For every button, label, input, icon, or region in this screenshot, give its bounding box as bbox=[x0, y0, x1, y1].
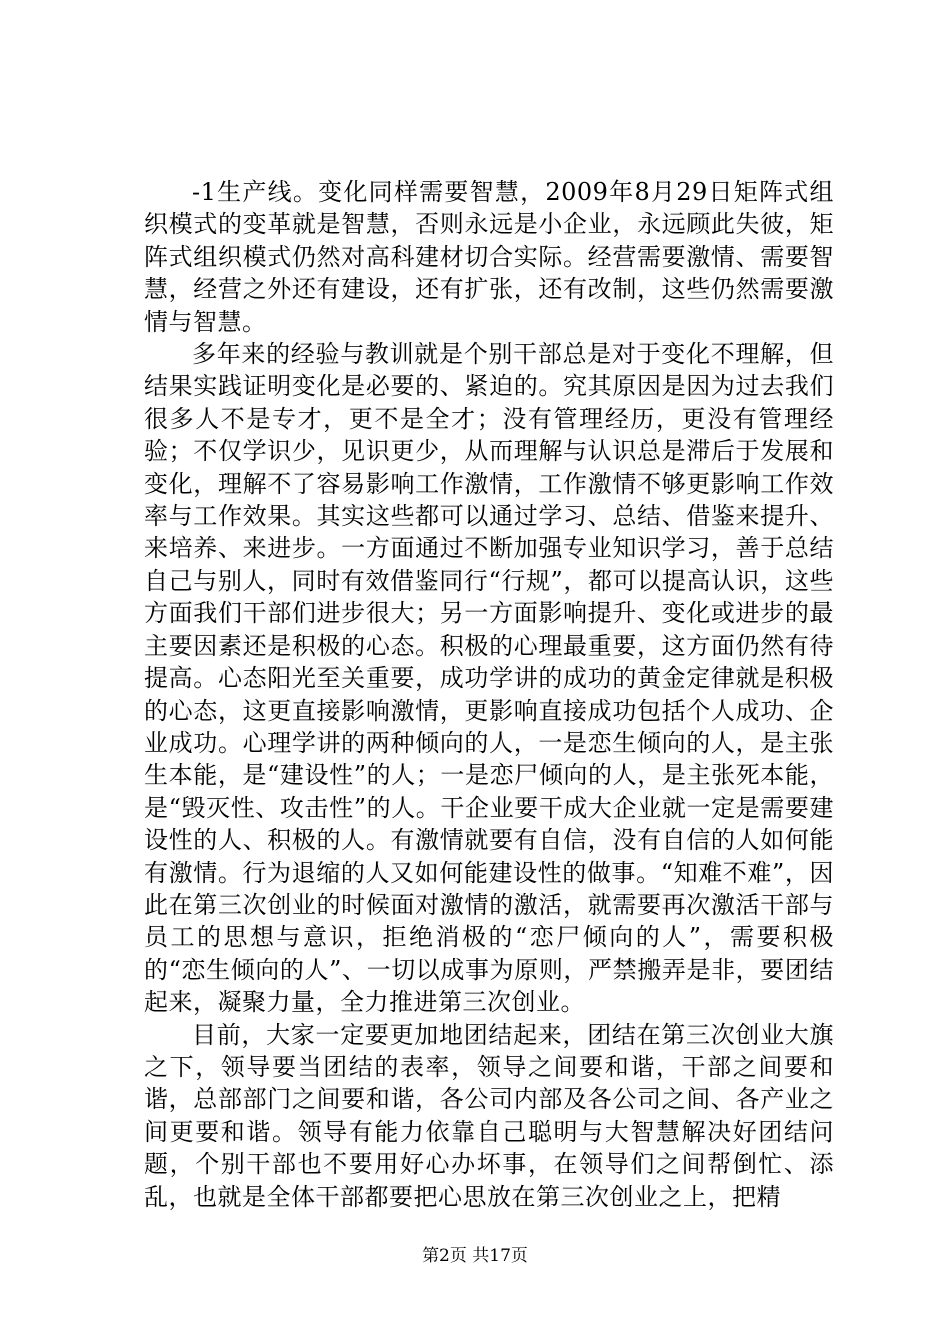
page-number-label: 第2页 共17页 bbox=[422, 1246, 528, 1266]
paragraph-unity: 目前，大家一定要更加地团结起来，团结在第三次创业大旗之下，领导要当团结的表率，领导之间要和谐，干部之间要和谐，总部部门之间要和谐，各公司内部及各公司之间、各产业之间更要和谐。领导有能力依靠自己聪明与大智慧解决好团结问题，个别干部也不要用好心办坏事，在领导们之间帮倒忙、添乱，也就是全体干部都要把心思放在第三次创业之上，把精 bbox=[144, 1020, 834, 1211]
paragraph-experience-lessons: 多年来的经验与教训就是个别干部总是对于变化不理解，但结果实践证明变化是必要的、紧迫的。究其原因是因为过去我们很多人不是专才，更不是全才；没有管理经历，更没有管理经验；不仅学识少，见识更少，从而理解与认识总是滞后于发展和变化，理解不了容易影响工作激情，工作激情不够更影响工作效率与工作效果。其实这些都可以通过学习、总结、借鉴来提升、来培养、来进步。一方面通过不断加强专业知识学习，善于总结自己与别人，同时有效借鉴同行“行规”，都可以提高认识，这些方面我们干部们进步很大；另一方面影响提升、变化或进步的最主要因素还是积极的心态。积极的心理最重要，这方面仍然有待提高。心态阳光至关重要，成功学讲的成功的黄金定律就是积极的心态，这更直接影响激情，更影响直接成功包括个人成功、企业成功。心理学讲的两种倾向的人，一是恋生倾向的人，是主张生本能，是“建设性”的人；一是恋尸倾向的人，是主张死本能，是“毁灭性、攻击性”的人。干企业要干成大企业就一定是需要建设性的人、积极的人。有激情就要有自信，没有自信的人如何能有激情。行为退缩的人又如何能建设性的做事。“知难不难”，因此在第三次创业的时候面对激情的激活，就需要再次激活干部与员工的思想与意识，拒绝消极的“恋尸倾向的人”，需要积极的“恋生倾向的人”、一切以成事为原则，严禁搬弄是非，要团结起来，凝聚力量，全力推进第三次创业。 bbox=[144, 340, 834, 1017]
body-text bbox=[144, 176, 834, 1213]
page-footer bbox=[0, 1245, 950, 1267]
paragraph-continuation: -1生产线。变化同样需要智慧，2009年8月29日矩阵式组织模式的变革就是智慧，否则永远是小企业，永远顾此失彼，矩阵式组织模式仍然对高科建材切合实际。经营需要激情、需要智慧，经营之外还有建设，还有扩张，还有改制，这些仍然需要激情与智慧。 bbox=[144, 178, 834, 336]
